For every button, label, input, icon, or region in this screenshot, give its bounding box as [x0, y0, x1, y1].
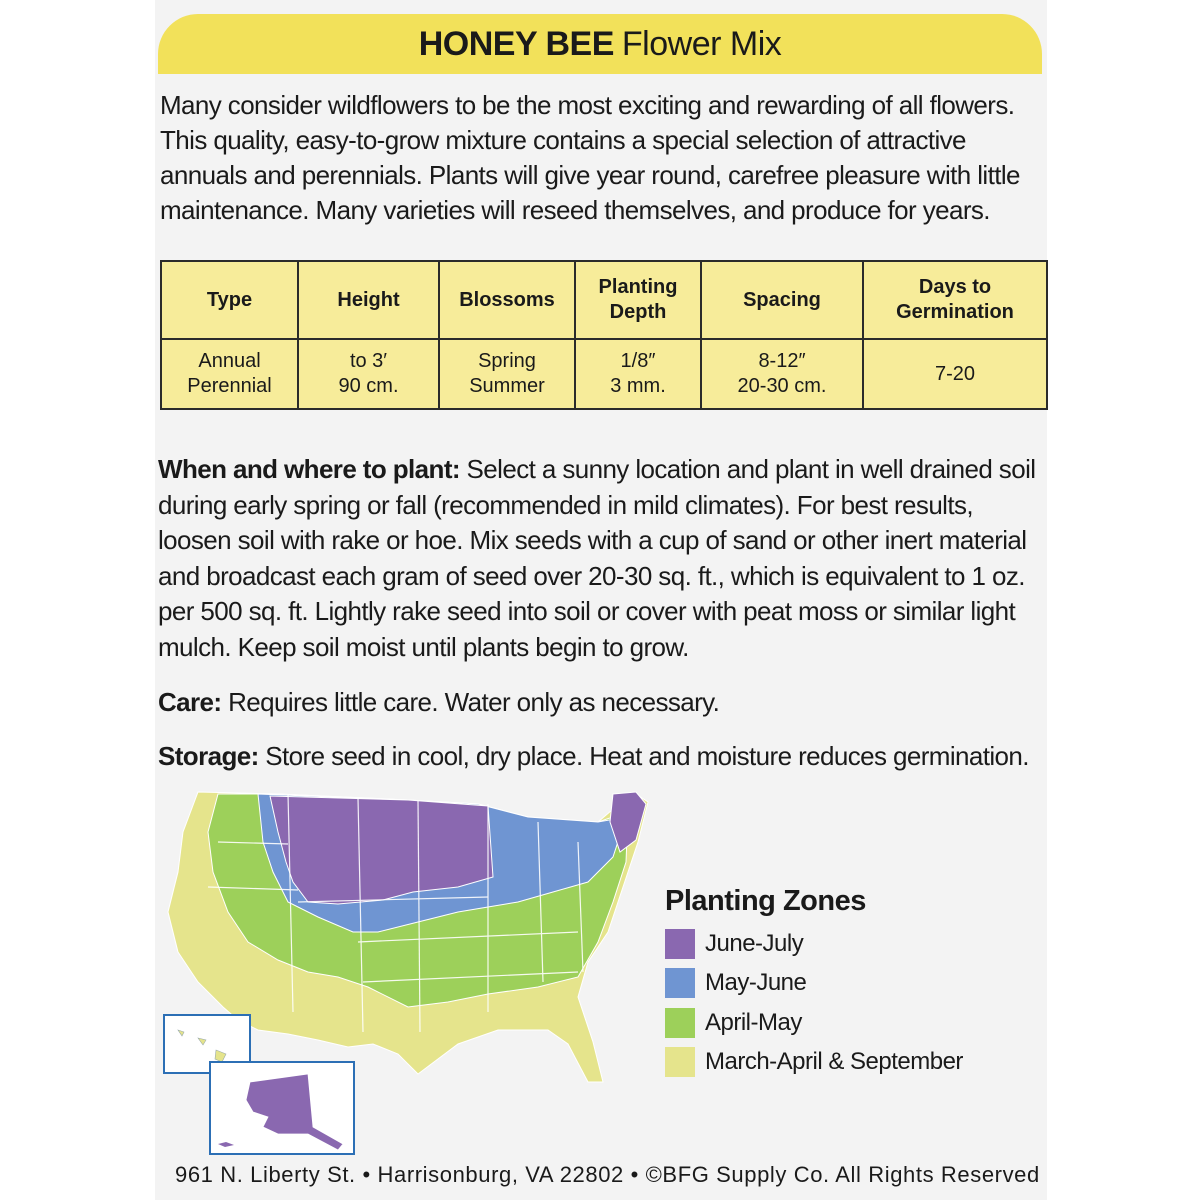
storage-section — [158, 739, 1043, 775]
when-where-label: When and where to plant: — [158, 454, 460, 484]
us-map-graphic — [158, 782, 658, 1162]
legend-title: Planting Zones — [665, 885, 866, 917]
legend-item — [665, 1003, 963, 1043]
title-regular: Flower Mix — [621, 24, 782, 63]
title-bold: HONEY BEE — [418, 24, 614, 63]
table-value-row — [161, 339, 1047, 409]
header-spacing: Spacing — [701, 261, 863, 339]
legend-swatch-april-may — [665, 1008, 695, 1038]
legend-item — [665, 964, 963, 1004]
legend-swatch-june-july — [665, 929, 695, 959]
care-label: Care: — [158, 687, 222, 717]
legend-item — [665, 924, 963, 964]
planting-zone-map — [158, 782, 658, 1162]
value-planting-depth: 1/8″ 3 mm. — [575, 339, 701, 409]
legend-swatch-may-june — [665, 968, 695, 998]
legend-item — [665, 1043, 963, 1083]
legend-swatch-march-april-september — [665, 1047, 695, 1077]
when-where-text: Select a sunny location and plant in well drained soil during early spring or fall (recommended in mild climates). For best results, loosen soil with rake or hoe. Mix seeds with a cup of sand or other inert material and broadcast each gram of seed over 20-30 sq. ft., which is equivalent to 1 oz. per 500 sq. ft. Lightly rake seed into soil or cover with peat moss or similar light mulch. Keep soil moist until plants begin to grow. — [158, 454, 1036, 662]
header-blossoms: Blossoms — [439, 261, 575, 339]
title-banner — [158, 14, 1042, 74]
growing-info-table — [160, 260, 1048, 410]
planting-zones-legend — [665, 885, 963, 1082]
legend-label: May-June — [705, 969, 807, 997]
legend-label: March-April & September — [705, 1048, 963, 1076]
header-days-to-germination: Days to Germination — [863, 261, 1047, 339]
value-spacing: 8-12″ 20-30 cm. — [701, 339, 863, 409]
intro-paragraph: Many consider wildflowers to be the most exciting and rewarding of all flowers. This quality, easy-to-grow mixture contains a special selection of attractive annuals and perennials. Plants will give year round, carefree pleasure with little maintenance. Many varieties will reseed themselves, and produce for years. — [160, 90, 1020, 225]
header-planting-depth: Planting Depth — [575, 261, 701, 339]
value-type: Annual Perennial — [161, 339, 298, 409]
value-days-to-germination: 7-20 — [863, 339, 1047, 409]
header-type: Type — [161, 261, 298, 339]
legend-label: April-May — [705, 1008, 802, 1036]
value-blossoms: Spring Summer — [439, 339, 575, 409]
care-text: Requires little care. Water only as necessary. — [221, 687, 720, 717]
header-height: Height — [298, 261, 439, 339]
value-height: to 3′ 90 cm. — [298, 339, 439, 409]
when-where-section — [158, 452, 1043, 665]
storage-text: Store seed in cool, dry place. Heat and moisture reduces germination. — [258, 741, 1029, 771]
table-header-row — [161, 261, 1047, 339]
footer-address: 961 N. Liberty St. • Harrisonburg, VA 22802 • ©BFG Supply Co. All Rights Reserved — [175, 1162, 1040, 1187]
care-section — [158, 685, 1043, 721]
storage-label: Storage: — [158, 741, 259, 771]
legend-label: June-July — [705, 929, 804, 957]
